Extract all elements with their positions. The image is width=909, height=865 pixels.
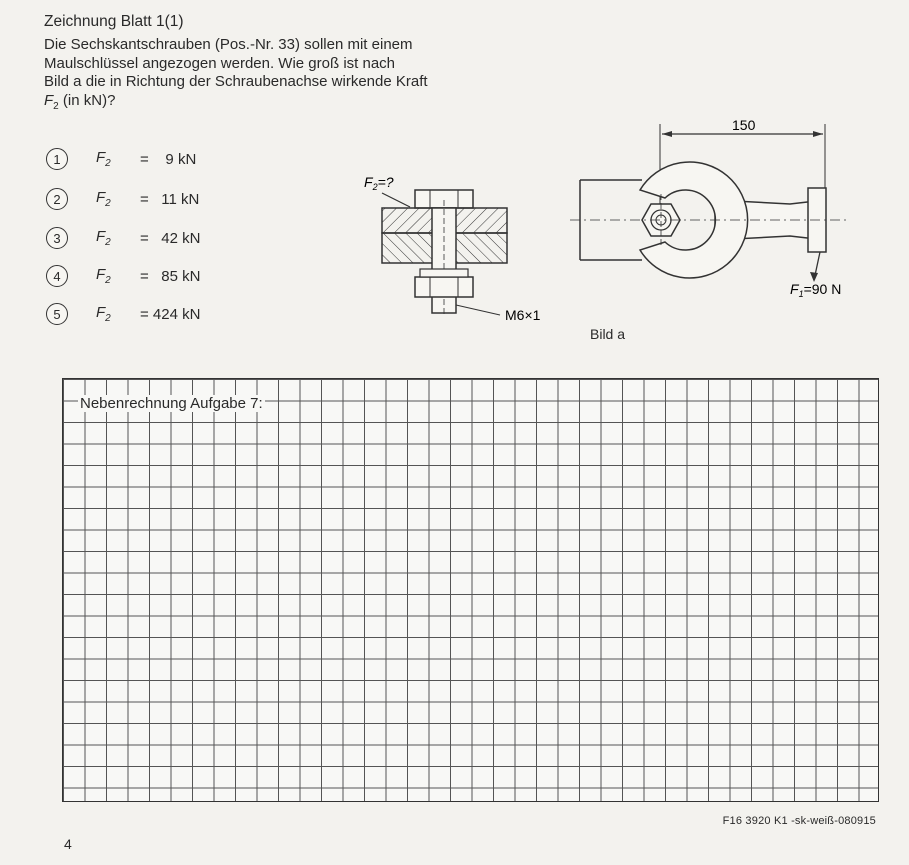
option-value: = 85 kN xyxy=(140,267,201,285)
washer xyxy=(420,269,468,277)
option-number-badge: 5 xyxy=(46,303,68,325)
option-number-badge: 3 xyxy=(46,227,68,249)
f2-label: $F_2=$? xyxy=(364,174,394,192)
calculation-grid[interactable] xyxy=(62,378,879,802)
bolt-section-drawing xyxy=(360,165,560,325)
wrench-drawing xyxy=(560,112,860,322)
thread-label: M6×1 xyxy=(505,307,541,323)
f1-label: $F_1=90$ N xyxy=(790,281,842,299)
option-number-badge: 2 xyxy=(46,188,68,210)
answer-option-5[interactable]: 5 $F_2$ = 424 kN xyxy=(46,301,250,327)
page-number: 4 xyxy=(64,836,72,852)
answer-option-1[interactable]: 1 $F_2$ = 9 kN xyxy=(46,146,250,172)
option-value: = 42 kN xyxy=(140,229,201,247)
question-line-2: Maulschlüssel angezogen werden. Wie groß ist nach xyxy=(44,54,396,72)
f2-arrow xyxy=(382,193,410,207)
document-code: F16 3920 K1 -sk-weiß-080915 xyxy=(722,815,876,827)
question-line-4: $F_2$ (in kN)? xyxy=(44,91,116,112)
figure-caption: Bild a xyxy=(590,326,626,342)
question-line-3: Bild a die in Richtung der Schraubenachse wirkende Kraft xyxy=(44,73,428,90)
answer-option-4[interactable]: 4 $F_2$ = 85 kN xyxy=(46,263,250,289)
dimension-label: 150 xyxy=(732,117,756,133)
option-value: = 11 kN xyxy=(140,190,200,208)
option-value: = 9 kN xyxy=(140,150,197,168)
option-number-badge: 4 xyxy=(46,265,68,287)
nut xyxy=(415,277,473,297)
question-line-1: Die Sechskantschrauben (Pos.-Nr. 33) sollen mit einem xyxy=(44,36,413,53)
option-number-badge: 1 xyxy=(46,148,68,170)
answer-option-2[interactable]: 2 $F_2$ = 11 kN xyxy=(46,186,250,212)
option-value: = 424 kN xyxy=(140,305,201,323)
worksheet-label: Nebenrechnung Aufgabe 7: xyxy=(80,395,263,412)
sheet-title: Zeichnung Blatt 1(1) xyxy=(44,13,184,30)
answer-option-3[interactable]: 3 $F_2$ = 42 kN xyxy=(46,225,250,251)
question-text xyxy=(44,36,494,116)
